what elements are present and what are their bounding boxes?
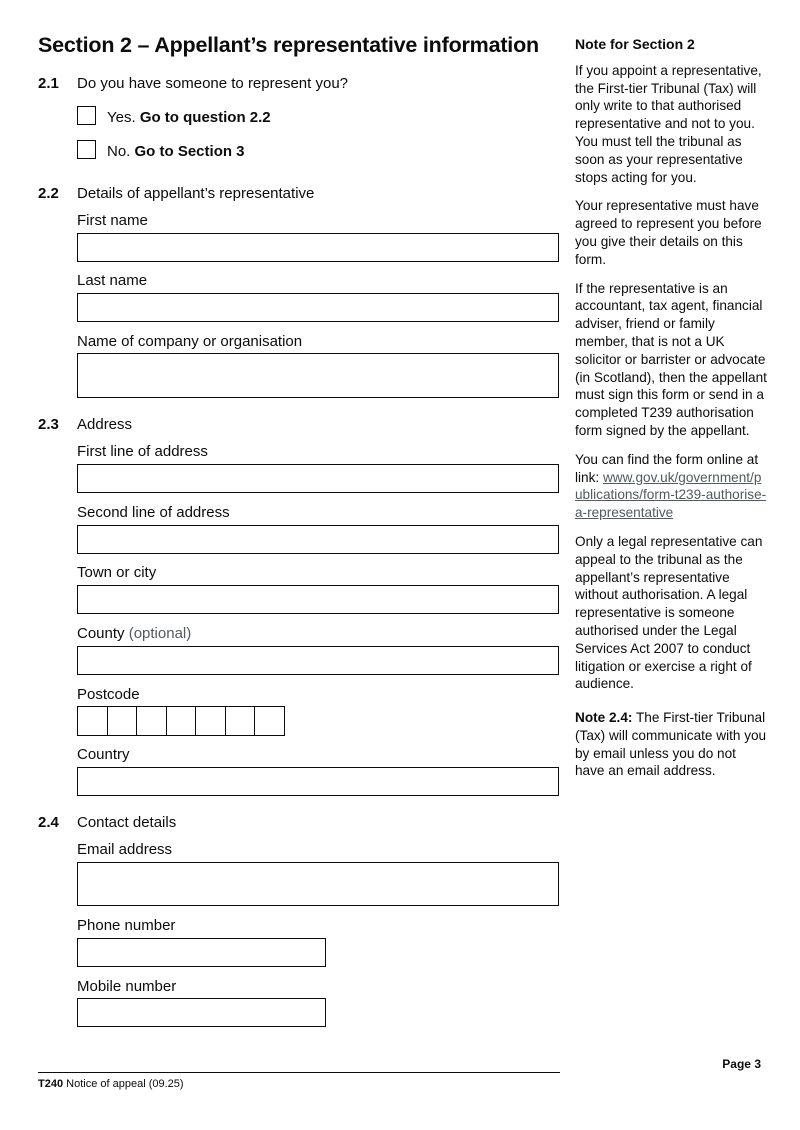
address-line2-input[interactable]: [77, 525, 559, 554]
country-input[interactable]: [77, 767, 559, 796]
last-name-label: Last name: [77, 272, 148, 289]
first-name-label: First name: [77, 212, 148, 229]
town-label: Town or city: [77, 564, 157, 581]
question-text-2-3: Address: [77, 416, 133, 433]
phone-label: Phone number: [77, 917, 176, 934]
question-number-2-4: 2.4: [38, 814, 59, 831]
first-name-input[interactable]: [77, 233, 559, 262]
postcode-boxes[interactable]: [77, 706, 285, 736]
question-number-2-1: 2.1: [38, 75, 59, 92]
county-label: [77, 625, 191, 642]
county-optional-hint: (optional): [128, 625, 192, 642]
note-paragraph: Your representative must have agreed to represent you before you give their details on this form.: [575, 198, 762, 267]
page-number: Page 3: [722, 1057, 761, 1071]
yes-instruction: Go to question 2.2: [139, 109, 271, 126]
yes-checkbox[interactable]: [77, 106, 96, 125]
question-text-2-2: Details of appellant’s representative: [77, 185, 315, 202]
last-name-input[interactable]: [77, 293, 559, 322]
note-paragraph: If you appoint a representative, the First-tier Tribunal (Tax) will only write to that authorised representative and not to you. You must tell the tribunal as soon as your representative stops acting for you.: [575, 62, 762, 185]
county-label-text: County: [77, 625, 125, 642]
email-input[interactable]: [77, 862, 559, 906]
address-line2-label: Second line of address: [77, 504, 230, 521]
question-number-2-3: 2.3: [38, 416, 59, 433]
country-label: Country: [77, 746, 130, 763]
question-text-2-1: Do you have someone to represent you?: [77, 75, 349, 92]
mobile-label: Mobile number: [77, 978, 177, 995]
postcode-box[interactable]: [254, 706, 285, 736]
notes-heading: Note for Section 2: [575, 36, 695, 52]
yes-label: Yes.: [107, 109, 136, 126]
form-code: T240: [38, 1078, 64, 1090]
footer-divider: [38, 1072, 560, 1073]
town-input[interactable]: [77, 585, 559, 614]
question-text-2-4: Contact details: [77, 814, 177, 831]
postcode-box[interactable]: [136, 706, 167, 736]
page-title: Section 2 – Appellant’s representative information: [38, 33, 539, 57]
company-label: Name of company or organisation: [77, 333, 303, 350]
address-line1-input[interactable]: [77, 464, 559, 493]
form-name: Notice of appeal (09.25): [66, 1078, 184, 1090]
postcode-box[interactable]: [166, 706, 197, 736]
footer-form-id: [38, 1078, 184, 1090]
postcode-box[interactable]: [107, 706, 138, 736]
postcode-label: Postcode: [77, 686, 140, 703]
no-instruction: Go to Section 3: [134, 143, 245, 160]
postcode-box[interactable]: [195, 706, 226, 736]
postcode-box[interactable]: [225, 706, 256, 736]
email-label: Email address: [77, 841, 173, 858]
no-option-label: [107, 143, 245, 160]
note-2-4-title: Note 2.4:: [575, 710, 633, 726]
note-paragraph: If the representative is an accountant, tax agent, financial adviser, friend or family member, that is not a UK solicitor or barrister or advocate (in Scotland), then the appellant must sign this form or send in a completed T239 authorisation form signed by the appellant.: [575, 280, 767, 438]
note-2-4: [575, 709, 767, 780]
notes-sidebar: [575, 36, 767, 791]
phone-input[interactable]: [77, 938, 326, 967]
no-label: No.: [107, 143, 131, 160]
county-input[interactable]: [77, 646, 559, 675]
note-link-intro: You can find the form online at link:: [575, 451, 759, 485]
no-checkbox[interactable]: [77, 140, 96, 159]
note-paragraph: Only a legal representative can appeal to the tribunal as the appellant’s representative without authorisation. A legal representative is someone authorised under the Legal Services Act 2007 to conduct litigation or exercise a right of audience.: [575, 533, 763, 692]
postcode-box[interactable]: [77, 706, 108, 736]
question-number-2-2: 2.2: [38, 185, 59, 202]
mobile-input[interactable]: [77, 998, 326, 1027]
t239-form-link[interactable]: www.gov.uk/government/publications/form-t239-authorise-a-representative: [575, 469, 767, 521]
address-line1-label: First line of address: [77, 443, 208, 460]
company-input[interactable]: [77, 353, 559, 398]
yes-option-label: [107, 109, 271, 126]
note-2-4-text: The First-tier Tribunal (Tax) will communicate with you by email unless you do not have an email address.: [575, 710, 767, 779]
note-paragraph-link: [575, 451, 767, 522]
